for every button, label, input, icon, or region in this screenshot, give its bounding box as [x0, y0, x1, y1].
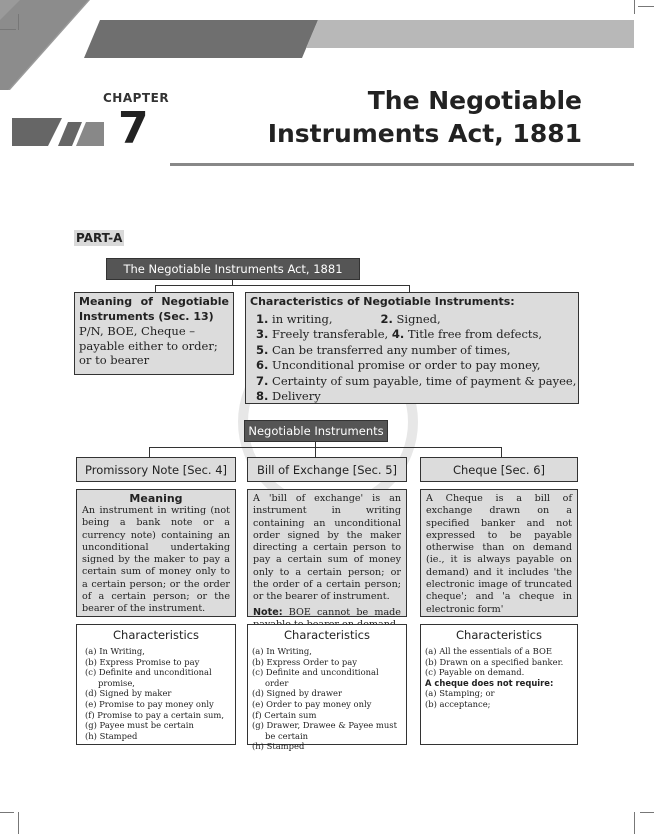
- cheque-meaning-box: [420, 489, 578, 617]
- list-item: (d) Signed by drawer: [252, 688, 342, 699]
- meaning-box: [74, 292, 234, 375]
- characteristics-list: [246, 310, 578, 407]
- cheque-characteristics-box: [420, 624, 578, 745]
- meaning-text: P/N, BOE, Cheque – payable either to order; or to bearer: [79, 324, 218, 367]
- bill-of-exchange-meaning-text: A 'bill of exchange' is an instrument in writing containing an unconditional order signed by the maker directing a certain person to pay a certain sum of money only to a certain person; or the order of a certain person; or the bearer of instrument.: [253, 493, 401, 603]
- meaning-title: Meaning of Negotiable Instruments (Sec. 13): [79, 295, 229, 323]
- list-item: (a) All the essentials of a BOE: [425, 646, 552, 656]
- crop-mark: [634, 0, 635, 14]
- column-head-bill-of-exchange: Bill of Exchange [Sec. 5]: [247, 457, 407, 482]
- list-item: (a) In Writing,: [85, 646, 145, 656]
- cheque-meaning-text: A Cheque is a bill of exchange drawn on a specified banker and not expressed to be payable otherwise than on demand (ie., it is always payable on demand) and it includes 'the electronic image of truncated cheque'; and 'a cheque in electronic form': [426, 493, 572, 615]
- title-line-1: The Negotiable: [367, 86, 582, 115]
- list-item: 6. Unconditional promise or order to pay money,: [256, 358, 541, 372]
- promissory-note-characteristics-box: [76, 624, 236, 745]
- promissory-note-meaning-box: [76, 489, 236, 617]
- connector-line: [155, 285, 410, 286]
- cheque-characteristics-title: Characteristics: [456, 628, 542, 642]
- list-item: (b) Drawn on a specified banker.: [425, 656, 564, 667]
- crop-mark: [18, 812, 19, 834]
- list-item: (h) Stamped: [252, 741, 305, 752]
- list-item: (a) Stamping; or: [425, 688, 495, 699]
- note-text: BOE cannot be made: [288, 606, 401, 618]
- connector-line: [149, 447, 502, 448]
- meaning-content: [75, 293, 233, 370]
- promissory-note-meaning-text: An instrument in writing (not being a bank note or a currency note) containing an unconditional undertaking signed by the maker to pay a certain sum of money only to a certain person; or the order of a certain person; or the bearer of the instrument.: [82, 505, 230, 615]
- list-item: (c) Payable on demand.: [425, 667, 525, 678]
- list-item: 8. Delivery: [256, 389, 321, 403]
- list-item: (e) Order to pay money only: [252, 698, 372, 709]
- list-item: (c) Definite and unconditional promise,: [85, 667, 212, 688]
- list-item: (b) acceptance;: [425, 698, 491, 709]
- part-label: PART-A: [76, 231, 123, 245]
- bill-of-exchange-meaning-box: [247, 489, 407, 617]
- list-item: (a) In Writing,: [252, 646, 312, 656]
- list-item: (g) Payee must be certain: [85, 720, 194, 731]
- bill-of-exchange-characteristics-title: Characteristics: [284, 628, 370, 642]
- chapter-number: 7: [118, 103, 149, 154]
- cheque-characteristics-list: [421, 646, 577, 710]
- list-item: (d) Signed by maker: [85, 688, 172, 699]
- list-item: (f) Certain sum: [252, 709, 317, 720]
- connector-line: [315, 447, 316, 457]
- promissory-note-characteristics-title: Characteristics: [113, 628, 199, 642]
- header-band: [0, 0, 654, 95]
- promissory-note-meaning-title: Meaning: [129, 492, 183, 505]
- bill-of-exchange-characteristics-box: [247, 624, 407, 752]
- characteristics-title: Characteristics of Negotiable Instruments:: [250, 295, 515, 308]
- chapter-marker-graphic: [12, 118, 104, 146]
- bill-of-exchange-characteristics-list: [248, 646, 406, 752]
- title-underline: [170, 163, 634, 166]
- crop-mark: [640, 812, 654, 813]
- list-item: (h) Stamped: [85, 730, 138, 741]
- list-item: 5. Can be transferred any number of times,: [256, 342, 511, 357]
- column-head-promissory-note: Promissory Note [Sec. 4]: [76, 457, 236, 482]
- crop-mark: [18, 14, 19, 30]
- list-item: 1. in writing, 2. Signed,: [256, 311, 441, 326]
- column-head-cheque: Cheque [Sec. 6]: [420, 457, 578, 482]
- list-item: (b) Express Promise to pay: [85, 656, 200, 667]
- list-item: 7. Certainty of sum payable, time of payment & payee,: [256, 373, 577, 388]
- list-item: (f) Promise to pay a certain sum,: [85, 709, 225, 720]
- top-box-act: The Negotiable Instruments Act, 1881: [106, 258, 360, 280]
- promissory-note-characteristics-list: [77, 646, 235, 741]
- connector-line: [149, 447, 150, 457]
- chapter-label: CHAPTER: [103, 91, 170, 105]
- list-item: (e) Promise to pay money only: [85, 698, 214, 709]
- crop-mark: [0, 812, 14, 813]
- list-item: (b) Express Order to pay: [252, 656, 357, 667]
- title-line-2: Instruments Act, 1881: [267, 119, 582, 148]
- middle-box-instruments: Negotiable Instruments: [244, 420, 388, 442]
- page-title: [268, 84, 582, 150]
- crop-mark: [634, 812, 635, 834]
- crop-mark: [0, 29, 16, 30]
- list-item: 3. Freely transferable, 4. Title free from defects,: [256, 327, 543, 341]
- list-item: (g) Drawer, Drawee & Payee must be certain: [252, 720, 397, 741]
- note-label: Note:: [253, 606, 283, 618]
- list-item: (c) Definite and unconditional order: [252, 667, 379, 688]
- characteristics-box: [245, 292, 579, 404]
- connector-line: [501, 447, 502, 457]
- crop-mark: [638, 6, 654, 7]
- not-require-title: A cheque does not require:: [425, 677, 554, 688]
